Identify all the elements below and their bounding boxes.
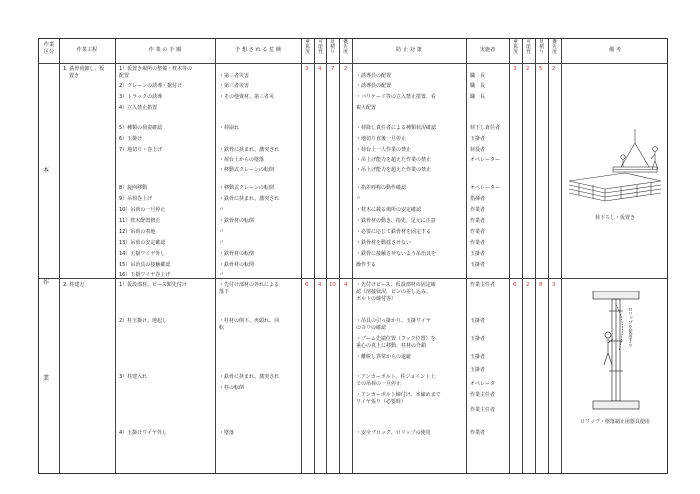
sec2-measures-line: ・離脱し異常からの退避 bbox=[356, 354, 412, 360]
sec1-measures-line: ・鉄骨材を動揺させない bbox=[356, 240, 412, 246]
sec1-measures-line: ・荷降し責任者による種類状況確認 bbox=[356, 125, 437, 131]
col-divider bbox=[466, 39, 467, 473]
sec2-measures-line: ・先付けピース、仮設部材の固定確 bbox=[356, 282, 436, 288]
sec1-steps-line: 2）クレーンの誘導・据付け bbox=[119, 83, 183, 89]
col-divider bbox=[115, 39, 116, 473]
sec1-persons-line: 職 長 bbox=[470, 94, 486, 100]
sec1-process: 1. 鉄骨荷卸し、仮 bbox=[63, 66, 105, 72]
sec1-persons-line: 荷下し責任者 bbox=[470, 125, 501, 131]
sec2-estimate: 10 bbox=[329, 282, 336, 288]
sec2-steps-line: 2）柱玉掛け、地起し bbox=[119, 318, 167, 324]
sec1-measures-line: ・誘導員の配置 bbox=[356, 83, 392, 89]
sec1-steps-line: 6）玉掛け bbox=[119, 136, 143, 142]
sec1-persons-line: 作業者 bbox=[470, 218, 486, 224]
sec1-priority: 2 bbox=[344, 66, 348, 72]
sec2-measures-line: ・吊具の引っ掛かり、玉掛ワイヤ bbox=[356, 318, 431, 324]
sec2-hazards-line: ・鉄骨に挟まれ、激突され bbox=[219, 374, 280, 380]
sec1-severity: 3 bbox=[305, 66, 309, 72]
sec2-severity: 6 bbox=[305, 282, 309, 288]
sec1-measures-line: ・バリケード等の立入禁止措置、看 bbox=[356, 94, 436, 100]
sec2-severity-2: 6 bbox=[513, 282, 517, 288]
sec1-steps-line: 15）吊治具の接触確認 bbox=[119, 262, 171, 268]
sec1-probability-2: 2 bbox=[526, 66, 530, 72]
sec2-hazards-line: ・墜落 bbox=[219, 430, 235, 436]
sec1-hazards-line: ・第三者災害 bbox=[219, 73, 250, 79]
header-priority: 優先度 bbox=[343, 40, 348, 55]
sec1-severity-2: 3 bbox=[513, 66, 517, 72]
col-divider bbox=[509, 39, 510, 473]
sec1-persons-line: 玉掛者 bbox=[470, 251, 486, 257]
col-divider bbox=[339, 39, 340, 473]
sec1-steps-line: 11）枕木配置修正 bbox=[119, 218, 161, 224]
sec1-persons-line: 職 長 bbox=[470, 73, 486, 79]
sec1-persons-line: 玉掛者 bbox=[470, 136, 486, 142]
sec2-steps-line: 1）仮設部材、ピース類先付け bbox=[119, 282, 187, 288]
sec1-hazards-line: 〃 bbox=[219, 207, 225, 213]
sec1-steps-line: 9）吊荷巻上げ bbox=[119, 196, 153, 202]
sec2-steps-line: 4）玉掛けワイヤ外し bbox=[119, 430, 168, 436]
sec2-persons-line: 玉掛者 bbox=[470, 336, 486, 342]
sec2-probability: 4 bbox=[318, 282, 322, 288]
sec1-steps-line: 8）旋回移動 bbox=[119, 185, 148, 191]
sec1-process: 置き bbox=[69, 73, 80, 79]
sec2-hazards-line: ・柱の転倒 bbox=[219, 385, 245, 391]
sec2-steps-line: 3）柱建入れ bbox=[119, 374, 148, 380]
sec1-steps-line: 5）種類の荷姿確認 bbox=[119, 125, 163, 131]
unloading-illustration bbox=[565, 127, 665, 213]
sec1-steps-line: 10）吊荷の一旦停止 bbox=[119, 207, 166, 213]
sec2-persons-line: 作業主任者 bbox=[470, 282, 496, 288]
col-divider bbox=[59, 39, 60, 473]
sec1-hazards-line: ・鉄骨材の転倒 bbox=[219, 251, 255, 257]
sec1-hazards-line: 〃 bbox=[219, 240, 225, 246]
sec1-steps-line: 7）地切り・巻上げ bbox=[119, 147, 163, 153]
col-divider bbox=[314, 39, 315, 473]
sec2-measures-line: での吊荷の一旦停止 bbox=[356, 381, 402, 387]
sec1-persons-line: オペレーター bbox=[470, 157, 501, 163]
sec2-process: 2. 柱建方 bbox=[63, 282, 85, 288]
header-remarks: 備 考 bbox=[608, 47, 622, 53]
sec2-measures-line: のヨリの確認 bbox=[356, 325, 387, 331]
sec1-persons-line: 作業者 bbox=[470, 207, 486, 213]
sec1-hazards-line: ・鉄骨に挟まれ、激突され bbox=[219, 196, 280, 202]
sec2-measures-line: ワイヤ張り（必要時） bbox=[356, 399, 406, 405]
sec1-measures-line: 操作する bbox=[356, 262, 377, 268]
sec1-steps-line: 14）玉掛ワイヤ外し bbox=[119, 251, 166, 257]
col-divider bbox=[215, 39, 216, 473]
sec1-persons-line: 作業者 bbox=[470, 240, 486, 246]
sec1-priority-2: 2 bbox=[552, 66, 556, 72]
sec1-measures-line: ・鉄骨材の動き、指先、足元に注意 bbox=[356, 218, 436, 224]
sec2-measures-line: ボルトの締付等） bbox=[356, 296, 397, 302]
sec1-measures-line: 視人配置 bbox=[356, 105, 377, 111]
sec1-hazards-line: ・荷台上からの墜落 bbox=[219, 157, 265, 163]
header-measures: 防 止 対 策 bbox=[396, 47, 422, 53]
sec1-persons-line: 作業者 bbox=[470, 229, 486, 235]
category-char: 作 bbox=[43, 279, 50, 286]
sec2-persons-line: 玉掛者 bbox=[470, 367, 486, 373]
sec2-probability-2: 2 bbox=[526, 282, 530, 288]
sec1-steps-line: 4）立入禁止措置 bbox=[119, 105, 158, 111]
category-char: 本 bbox=[43, 167, 50, 174]
sec2-hazards-line: ・先付け部材の外れによる bbox=[219, 282, 280, 288]
category-char: 業 bbox=[43, 375, 50, 382]
sec2-persons-line: 玉掛者 bbox=[470, 318, 486, 324]
sec1-persons-line: 指揮者 bbox=[470, 196, 486, 202]
sec1-measures-line: ・必要に応じて鉄骨材を固定する bbox=[356, 229, 432, 235]
col-divider bbox=[561, 39, 562, 473]
sec2-persons-line: 玉掛者 bbox=[470, 354, 486, 360]
sec1-measures-line: ・指差呼称の動作確認 bbox=[356, 185, 407, 191]
sec1-hazards-line: 〃 bbox=[219, 229, 225, 235]
sec2-persons-line: 作業者 bbox=[470, 430, 486, 436]
sec1-persons-line: オペレーター bbox=[470, 185, 501, 191]
sec1-hazards-line: ・移動式クレーンの転倒 bbox=[219, 167, 274, 173]
sec1-persons-line: 玉掛者 bbox=[470, 262, 486, 268]
unloading-caption: 荷下ろし・仮置き bbox=[594, 215, 635, 221]
header-severity: 重篤度 bbox=[305, 40, 310, 55]
header-person: 実施者 bbox=[479, 47, 496, 53]
sec1-measures-line: ・誘導員の配置 bbox=[356, 73, 392, 79]
sec2-persons-line: オペレータ bbox=[470, 381, 496, 387]
sec2-measures-line: ・アンカーボルト、柱ジョイント上 bbox=[356, 374, 436, 380]
sec1-steps-line: 3）トラックの誘導 bbox=[119, 94, 163, 100]
col-divider bbox=[548, 39, 549, 473]
sec1-estimate-2: 5 bbox=[539, 66, 543, 72]
lorip-caption: ロリップ・墜落制止用器具使用 bbox=[580, 419, 650, 425]
sec2-measures-line: ・ブーム先端位置（フック位置）を bbox=[356, 336, 436, 342]
sec1-hazards-line: ・鉄骨に挟まれ、激突され bbox=[219, 147, 280, 153]
column-erection-illustration bbox=[587, 291, 647, 411]
sec1-measures-line: ・吊上げ能力を超えた作業の禁止 bbox=[356, 167, 432, 173]
header-steps: 作 業 の 手 順 bbox=[148, 47, 182, 53]
sec1-estimate: 7 bbox=[331, 66, 335, 72]
sec2-measures-line: ・安全ブロック、ロリップの使用 bbox=[356, 430, 431, 436]
sec1-persons-line: 荷役者 bbox=[470, 147, 486, 153]
sec2-hazards-line: 転 bbox=[219, 325, 225, 331]
header-estimate: 見積り bbox=[330, 40, 335, 55]
lorip-sign: ロリップを使用する bbox=[627, 307, 633, 347]
sec2-persons-line: 作業主任者 bbox=[470, 392, 496, 398]
col-divider bbox=[352, 39, 353, 473]
sec2-priority-2: 3 bbox=[552, 282, 556, 288]
sec1-hazards-line: 〃 bbox=[219, 272, 225, 278]
sec2-measures-line: 認（溶接状況、ピンの差し込み、 bbox=[356, 289, 432, 295]
col-divider bbox=[535, 39, 536, 473]
col-divider bbox=[326, 39, 327, 473]
sec1-hazards-line: ・荷崩れ bbox=[219, 125, 240, 131]
row-divider bbox=[39, 63, 667, 64]
sec2-hazards-line: 落下 bbox=[219, 289, 230, 295]
sec2-persons-line: 作業主任者 bbox=[470, 407, 496, 413]
header-probability-2: 可能性 bbox=[526, 40, 531, 55]
sec1-probability: 4 bbox=[318, 66, 322, 72]
sec1-hazards-line: ・その他資材、第三者災 bbox=[219, 94, 275, 100]
sec1-steps-line: 配置 bbox=[119, 73, 130, 79]
sec1-persons-line: 職 長 bbox=[470, 83, 486, 89]
sec1-measures-line: 〃 bbox=[356, 196, 362, 202]
header-hazards: 予 想 さ れ る 危 険 bbox=[234, 47, 282, 53]
sec1-measures-line: ・鉄骨に接触させないよう吊治具を bbox=[356, 251, 437, 257]
sec1-steps-line: 16）玉掛ワイヤ巻上げ bbox=[119, 272, 171, 278]
header-process: 作業工程 bbox=[76, 47, 98, 53]
header-probability: 可能性 bbox=[318, 40, 323, 55]
sec1-hazards-line: ・鉄骨材の転倒 bbox=[219, 218, 255, 224]
table-frame bbox=[38, 38, 668, 474]
sec1-steps-line: 13）吊荷の安定確認 bbox=[119, 240, 166, 246]
col-divider bbox=[301, 39, 302, 473]
sec1-measures-line: ・枕木に載る場所の安定確認 bbox=[356, 207, 422, 213]
sec1-measures-line: ・地切り直後一旦停止 bbox=[356, 136, 407, 142]
sec2-measures-line: ・アンカーボルト締付け、本締めまで bbox=[356, 392, 441, 398]
header-priority-2: 優先度 bbox=[552, 40, 557, 55]
sec2-priority: 4 bbox=[344, 282, 348, 288]
header-severity-2: 重篤度 bbox=[513, 40, 518, 55]
sec2-estimate-2: 8 bbox=[539, 282, 543, 288]
sec1-hazards-line: ・鉄骨材の転倒 bbox=[219, 262, 255, 268]
header-category: 作業区分 bbox=[43, 42, 55, 56]
sec1-measures-line: ・荷台上一人作業の禁止 bbox=[356, 147, 412, 153]
sec2-measures-line: 重心の真上に移動、柱材の介錯 bbox=[356, 343, 427, 349]
sec2-hazards-line: ・柱材の倒下、夾頭れ、回 bbox=[219, 318, 280, 324]
sec1-measures-line: ・吊上げ能力を超えた作業の禁止 bbox=[356, 157, 432, 163]
sec1-steps-line: 1）仮置き場所の整備・枕木等の bbox=[119, 66, 193, 72]
header-estimate-2: 見積り bbox=[539, 40, 544, 55]
sec1-steps-line: 12）吊荷の着地 bbox=[119, 229, 156, 235]
col-divider bbox=[522, 39, 523, 473]
sec1-hazards-line: ・移動式クレーンの転倒 bbox=[219, 185, 274, 191]
sec1-hazards-line: ・第三者災害 bbox=[219, 83, 250, 89]
